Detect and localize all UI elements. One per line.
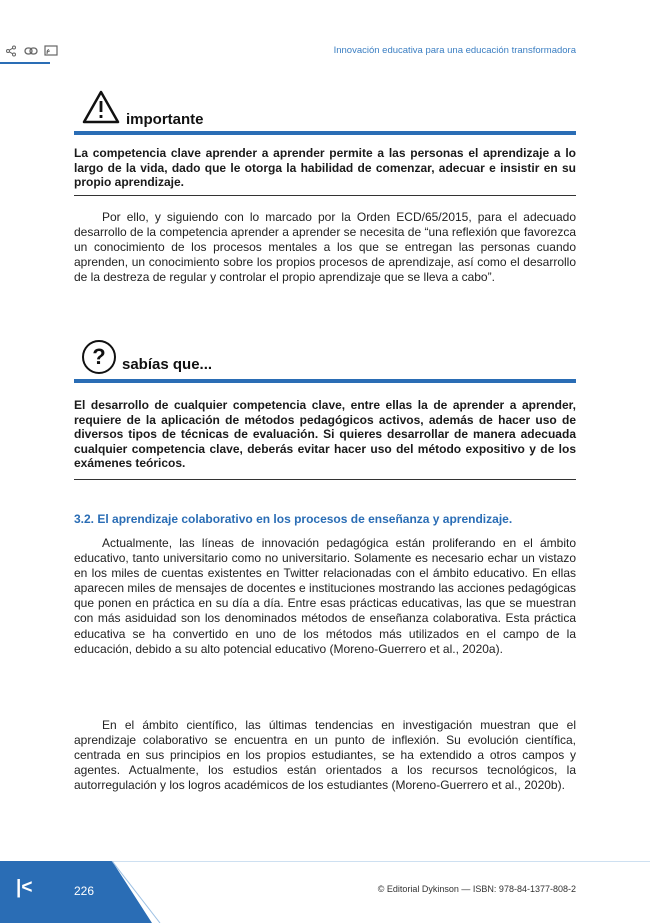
didyouknow-box-rule xyxy=(74,479,576,480)
cast-icon[interactable] xyxy=(44,44,58,58)
didyouknow-box-bar xyxy=(74,379,576,383)
link-icon[interactable] xyxy=(24,44,38,58)
running-header: Innovación educativa para una educación transformadora xyxy=(333,45,576,56)
important-box-rule xyxy=(74,195,576,196)
didyouknow-label: sabías que... xyxy=(122,356,213,373)
didyouknow-box-title xyxy=(82,340,212,374)
toolbar xyxy=(4,44,58,58)
important-box-bar xyxy=(74,131,576,135)
important-box-title xyxy=(82,90,204,129)
section-heading: 3.2. El aprendizaje colaborativo en los procesos de enseñanza y aprendizaje. xyxy=(74,512,513,526)
copyright-text: © Editorial Dykinson — ISBN: 978-84-1377-808-2 xyxy=(377,884,576,894)
important-label: importante xyxy=(126,111,204,128)
toolbar-underline xyxy=(0,62,50,64)
question-icon: ? xyxy=(82,340,116,374)
back-to-start-button[interactable]: |< xyxy=(16,877,33,898)
share-icon[interactable] xyxy=(4,44,18,58)
paragraph-3: En el ámbito científico, las últimas tendencias en investigación muestran que el aprendizaje colaborativo se encuentra en un punto de inflexión. Su evolución científica, centrada en sus principios en los propios estudiantes, se ha extendido a otros campos y agentes. Actualmente, los estudios están orientados a los recursos tecnológicos, la autorregulación y los logros académicos de los estudiantes (Moreno-Guerrero et al., 2020b). xyxy=(74,718,576,793)
page-number: 226 xyxy=(74,884,95,898)
paragraph-1: Por ello, y siguiendo con lo marcado por la Orden ECD/65/2015, para el adecuado desarrollo de la competencia aprender a aprender se necesita de “una reflexión que favorezca un conocimiento de los procesos mentales a los que se entregan las personas cuando aprenden, un conocimiento sobre los propios procesos de aprendizaje, así como el desarrollo de la destreza de regular y controlar el propio aprendizaje que se lleva a cabo”. xyxy=(74,210,576,285)
paragraph-2: Actualmente, las líneas de innovación pedagógica están proliferando en el ámbito educativo, tanto universitario como no universitario. Solamente es necesario echar un vistazo en los miles de cuentas existentes en Twitter relacionadas con el ámbito educativo. En ellas aparecen miles de mensajes de docentes e instituciones mostrando las acciones pedagógicas que ponen en práctica en su día a día. Entre esas prácticas educativas, las que se muestran con más asiduidad son los denominados métodos de enseñanza colaborativa. Esta práctica educativa se ha convertido en uno de los métodos más utilizados en el campo de la educación, debido a su alto potencial educativo (Moreno-Guerrero et al., 2020a). xyxy=(74,536,576,656)
didyouknow-box-text: El desarrollo de cualquier competencia clave, entre ellas la de aprender a aprender, requiere de la aplicación de métodos pedagógicos activos, además de hacer uso de diversos tipos de técnicas de evaluación. Si quieres desarrollar de manera adecuada cualquier competencia clave, deberás evitar hacer uso del método expositivo y de los exámenes teóricos. xyxy=(74,398,576,470)
important-box-text: La competencia clave aprender a aprender permite a las personas el aprendizaje a lo largo de la vida, dado que le otorga la habilidad de comenzar, adecuar e insistir en su propio aprendizaje. xyxy=(74,146,576,189)
warning-icon xyxy=(82,90,120,129)
